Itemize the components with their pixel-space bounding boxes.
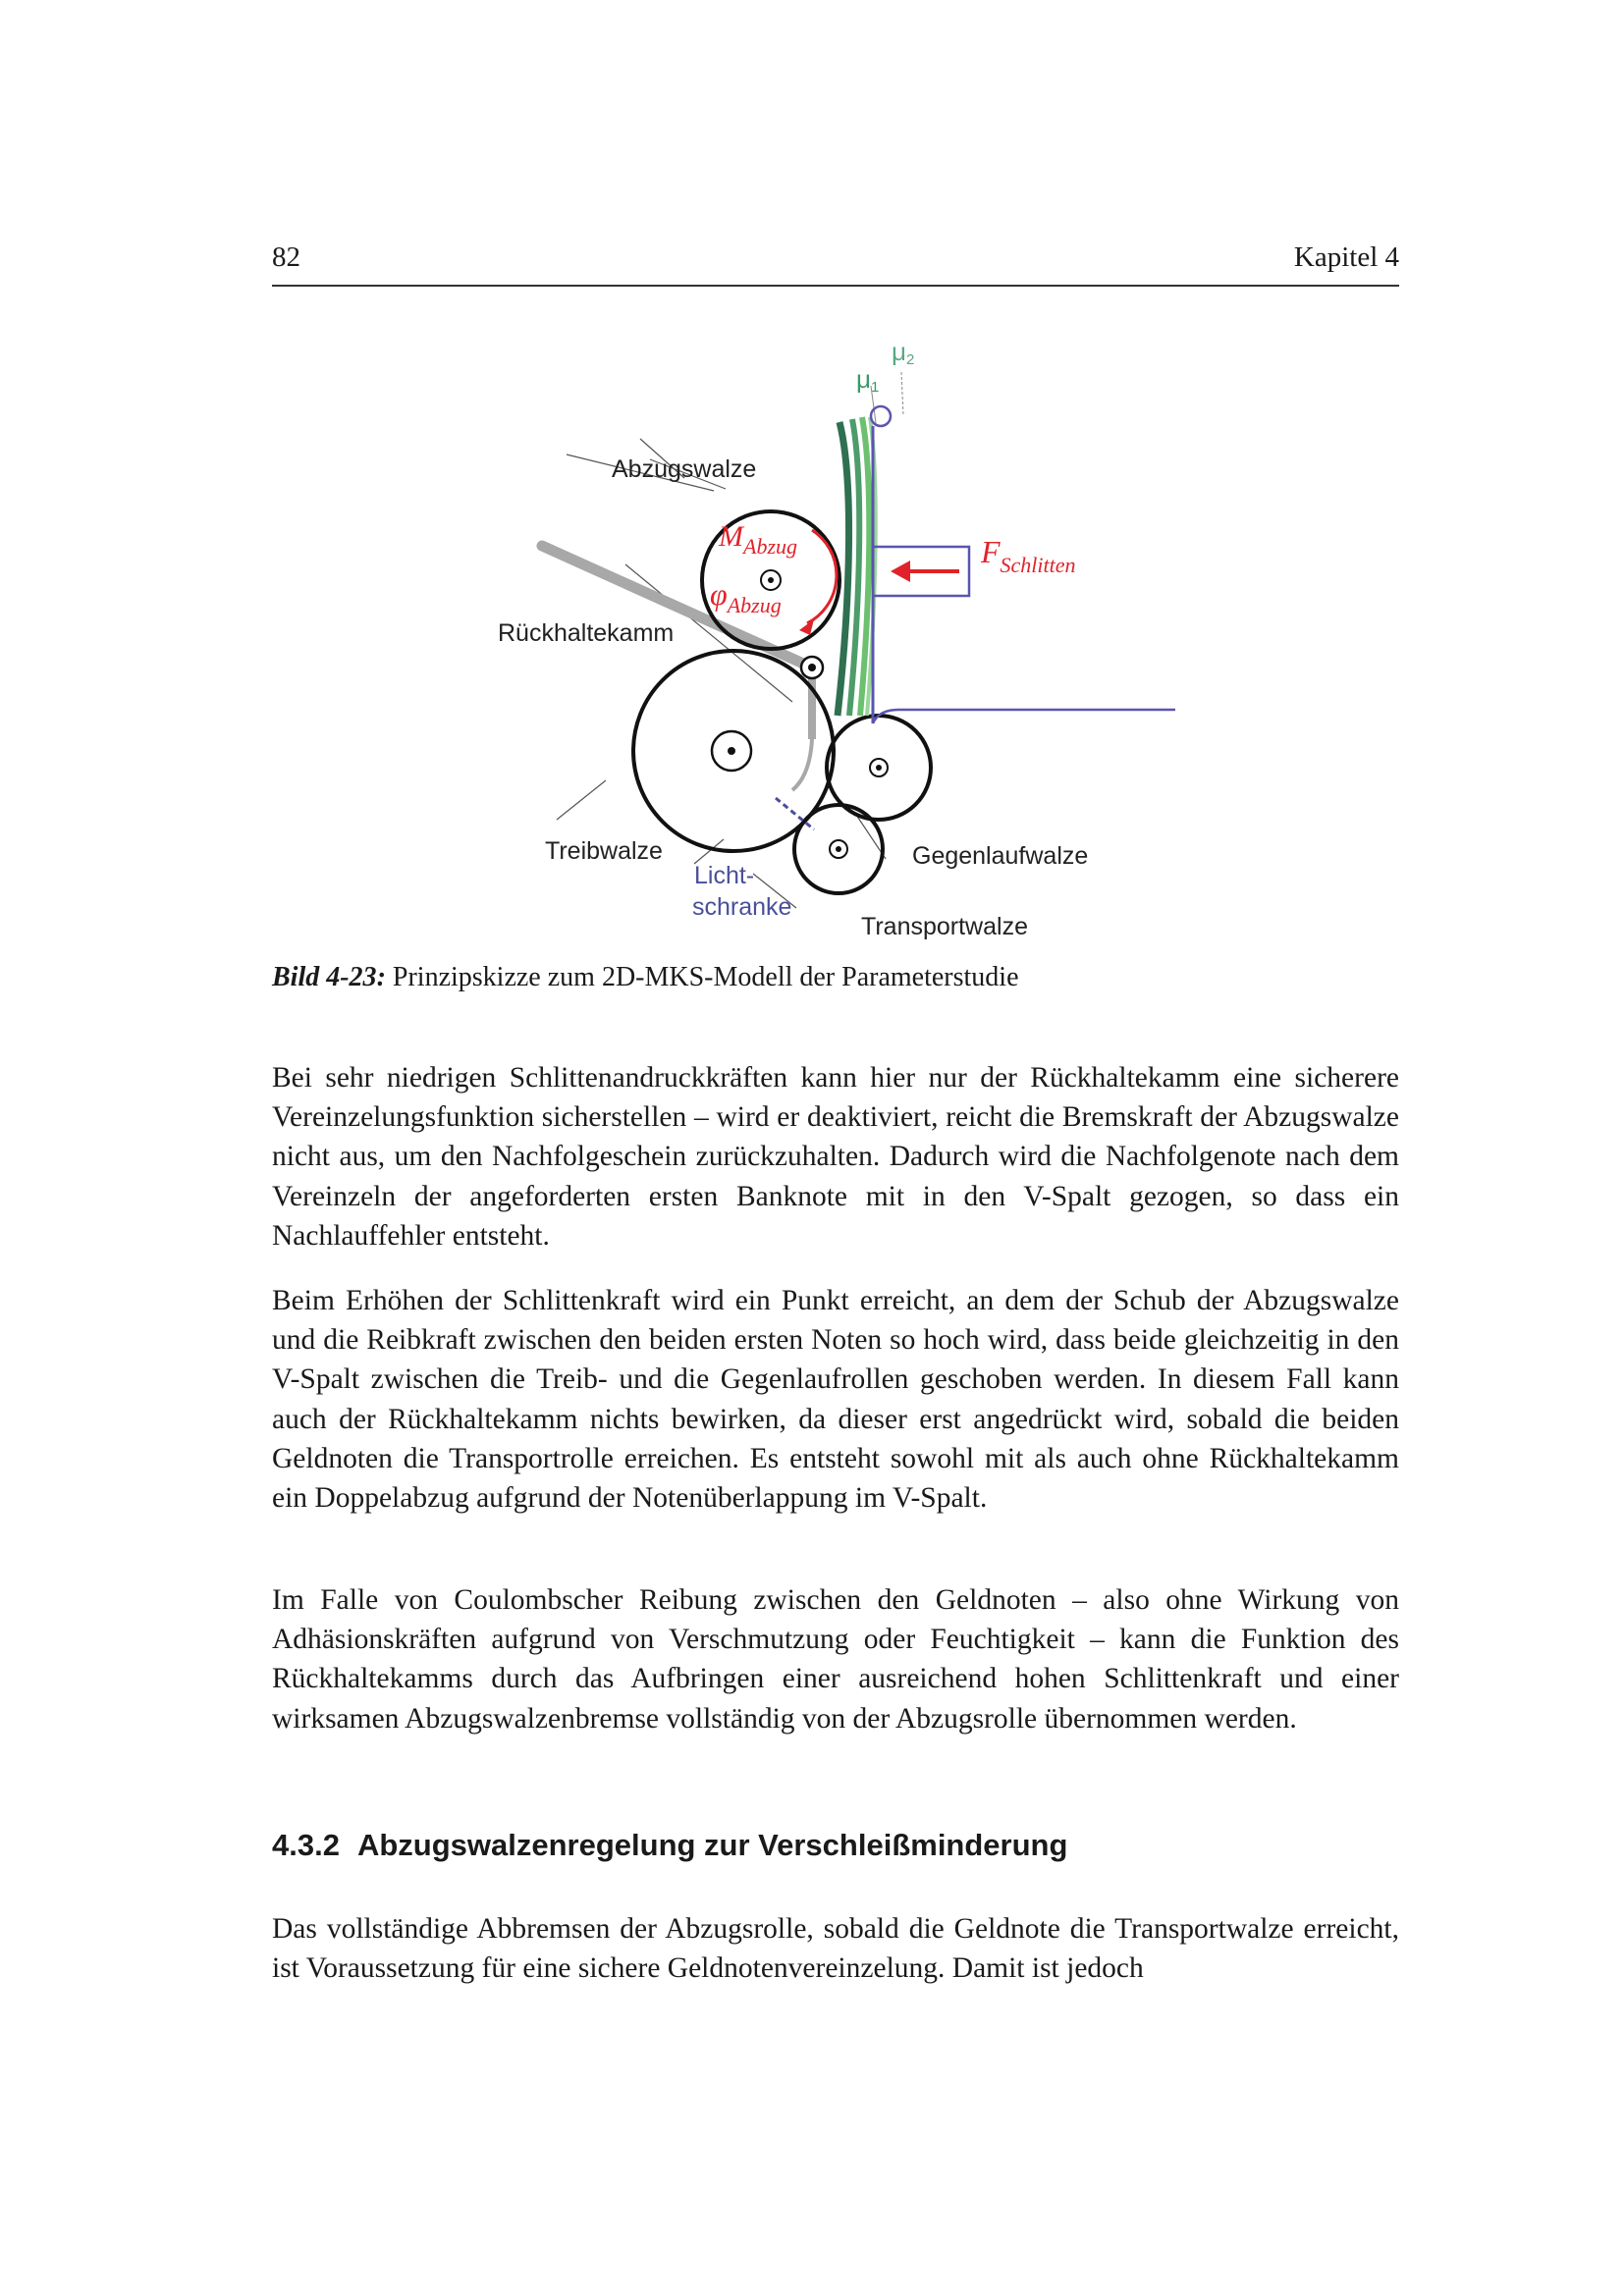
section-heading: [272, 1828, 1067, 1863]
caption-label: Bild 4-23: [272, 962, 377, 992]
caption-separator: :: [376, 962, 386, 992]
page-number: 82: [272, 241, 300, 273]
leader-treibwalze: [557, 780, 606, 820]
mechanism-sketch: [468, 329, 1215, 957]
label-treibwalze: Treibwalze: [545, 837, 663, 865]
treibwalze-axis-dot: [728, 747, 735, 755]
section-title: Abzugswalzenregelung zur Verschleißminderung: [356, 1828, 1068, 1862]
paragraph: Im Falle von Coulombscher Reibung zwischen den Geldnoten – also ohne Wirkung von Adhäsionskräften aufgrund von Verschmutzung oder Feuchtigkeit – kann die Funktion des Rückhaltekamms durch das Aufbringen einer ausreichend hohen Schlittenkraft und einer wirksamen Abzugswalzenbremse vollständig von der Abzugsrolle übernommen werden.: [272, 1584, 1399, 1735]
chapter-title: Kapitel 4: [1293, 241, 1399, 273]
label-moment: $M_{Abzug}$: [719, 520, 797, 559]
label-licht: Licht-: [694, 862, 755, 889]
lichtschranke-beam: [776, 798, 814, 829]
label-mu2: μ2: [892, 337, 915, 368]
leader-mu2-line: [901, 372, 903, 415]
schlitten-top-circle: [871, 406, 891, 426]
section-number: 4.3.2: [272, 1828, 340, 1862]
label-gegenlaufwalze: Gegenlaufwalze: [912, 842, 1089, 870]
label-angle: $\varphi_{Abzug}$: [710, 576, 782, 617]
rueckhaltekamm-pivot-dot: [808, 664, 816, 671]
rotation-arrowhead: [799, 619, 814, 635]
paragraph: Das vollständige Abbremsen der Abzugsrolle, sobald die Geldnote die Transportwalze erreicht, ist Voraussetzung für eine sichere Geldnotenvereinzelung. Damit ist jedoch: [272, 1913, 1399, 1985]
label-rueckhaltekamm: Rückhaltekamm: [498, 619, 675, 647]
label-mu1: μ1: [856, 364, 880, 396]
running-header: [272, 241, 1399, 287]
caption-text: Prinzipskizze zum 2D-MKS-Modell der Parameterstudie: [385, 962, 1019, 992]
label-schranke: schranke: [692, 893, 792, 921]
abzugswalze-axis-dot: [768, 577, 774, 583]
gegenlaufwalze-axis-dot: [876, 765, 882, 771]
rueckhaltekamm-curve: [792, 739, 812, 790]
label-abzugswalze: Abzugswalze: [612, 455, 757, 483]
figure-caption: [272, 962, 1019, 993]
label-force: $F_{Schlitten}$: [981, 534, 1076, 577]
schlitten-base: [873, 710, 1175, 723]
paragraph: Bei sehr niedrigen Schlittenandruckkräften kann hier nur der Rückhaltekamm eine sicherere Vereinzelungsfunktion sicherstellen – wird er deaktiviert, reicht die Bremskraft der Abzugswalze nicht aus, um den Nachfolgeschein zurückzuhalten. Dadurch wird die Nachfolgenote nach dem Vereinzeln der angeforderten ersten Banknote mit in den V-Spalt gezogen, so dass ein Nachlauffehler entsteht.: [272, 1062, 1399, 1252]
paragraph: Beim Erhöhen der Schlittenkraft wird ein Punkt erreicht, an dem der Schub der Abzugswalze und die Reibkraft zwischen den beiden ersten Noten so hoch wird, dass beide gleichzeitig in den V-Spalt zwischen die Treib- und die Gegenlaufrollen geschoben werden. In diesem Fall kann auch der Rückhaltekamm nichts bewirken, da dieser erst angedrückt wird, sobald die beiden Geldnoten die Transportrolle erreichen. Es entsteht sowohl mit als auch ohne Rückhaltekamm ein Doppelabzug aufgrund der Notenüberlappung im V-Spalt.: [272, 1285, 1399, 1515]
figure-diagram: [468, 329, 1215, 957]
label-transportwalze: Transportwalze: [861, 913, 1028, 940]
transportwalze-axis-dot: [836, 846, 841, 852]
force-arrowhead: [891, 561, 910, 582]
